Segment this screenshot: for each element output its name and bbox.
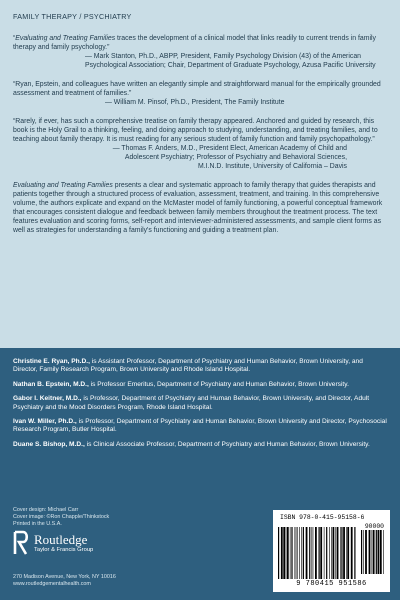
barcode-bar: [281, 527, 283, 579]
price-code: 90000: [364, 523, 384, 530]
barcode-bar: [335, 527, 336, 579]
author-name: Gabor I. Keitner, M.D.,: [13, 395, 82, 403]
barcode-bar: [340, 527, 341, 579]
isbn-barcode: [273, 510, 390, 592]
publisher-name: Routledge: [34, 531, 88, 547]
quote-2: [13, 80, 387, 107]
quote-3: [13, 117, 387, 171]
routledge-r-icon: [13, 530, 30, 556]
quote-attribution: — Thomas F. Anders, M.D., President Elect, American Academy of Child and Adolescent Psychiatry; Professor of Psychiatry and Behavioral Sciences, M.I.N.D. Institute, University of California – Davis: [112, 145, 347, 170]
street-address: 270 Madison Avenue, New York, NY 10016: [13, 574, 116, 580]
barcode-bar: [313, 527, 314, 579]
category-label: FAMILY THERAPY / PSYCHIATRY: [13, 12, 132, 21]
publisher-website-link[interactable]: www.routledgementalhealth.com: [13, 581, 91, 588]
cover-design-credit: Cover design: Michael Carr: [13, 507, 79, 513]
barcode-bar: [361, 530, 362, 574]
barcode-bar: [363, 530, 364, 574]
description-book-title: Evaluating and Treating Families: [13, 182, 113, 189]
barcode-bar: [373, 530, 375, 574]
barcode-bar: [380, 530, 382, 574]
author-bios: [13, 358, 389, 455]
barcode-bar: [320, 527, 322, 579]
barcode-bar: [290, 527, 291, 579]
barcode-bar: [333, 527, 335, 579]
barcode-bar: [331, 527, 332, 579]
barcode-bar: [329, 527, 330, 579]
barcode-bar: [292, 527, 293, 579]
barcode-bar: [369, 530, 371, 574]
barcode-bar: [287, 527, 289, 579]
publisher-group: Taylor & Francis Group: [34, 546, 94, 553]
quote-1: “Evaluating and Treating Families traces the development of a clinical model that links readily to current trends in family therapy and family psychology.” — Mark Stanton, Ph.D., ABPP, President, Family Psychology Division (43) of the American Psychological Association; Chair, Department of Graduate Psychology, Azusa Pacific University: [13, 34, 387, 70]
barcode-bar: [299, 527, 300, 579]
barcode-bar: [278, 527, 279, 579]
barcode-addon-bars: [360, 530, 386, 574]
barcode-digits: 9 780415 951586: [296, 580, 367, 588]
barcode-bar: [326, 527, 327, 579]
barcode-bar: [312, 527, 313, 579]
printed-in-note: Printed in the U.S.A.: [13, 521, 62, 528]
author-description: is Clinical Associate Professor, Department of Psychiatry and Human Behavior, Brown University.: [84, 440, 370, 448]
author-bio: [13, 418, 389, 435]
barcode-bar: [286, 527, 287, 579]
barcode-bar: [283, 527, 285, 579]
barcode-bar: [365, 530, 367, 574]
barcode-bar: [354, 527, 355, 579]
author-description: is Professor, Department of Psychiatry and Human Behavior, Brown University and Director, Psychosocial Research Program, Butler Hospital.: [13, 418, 387, 434]
publisher-logo: [13, 530, 93, 556]
quote-attribution: — Mark Stanton, Ph.D., ABPP, President, Family Psychology Division (43) of the American Psychological Association; Chair, Department of Graduate Psychology, Azusa Pacific University: [85, 53, 376, 69]
author-name: Nathan B. Epstein, M.D.,: [13, 380, 89, 388]
barcode-bar: [315, 527, 317, 579]
quote-attribution: — William M. Pinsof, Ph.D., President, The Family Institute: [105, 99, 285, 106]
barcode-bar: [291, 527, 292, 579]
barcode-bar: [319, 527, 320, 579]
description-text: presents a clear and systematic approach to family therapy that guides therapists and patients together through a structured process of evaluation, assessment, treatment, and training. In this comprehensive volume, the authors explicate and expand on the McMaster model of family functioning, a powerful conceptual framework that encourages consistent dialogue and feedback between family members throughout the treatment process. The text features evaluation and scoring forms, self-report and interviewer-administered assessments, and sample client forms as well as strategies for understanding a family's functioning and guiding a treatment plan.: [13, 182, 383, 234]
quote-text: “Ryan, Epstein, and colleagues have written an elegantly simple and straightforward manual for the empirically grounded assessment and treatment of families.”: [13, 81, 381, 97]
barcode-bar: [341, 527, 342, 579]
barcode-bar: [306, 527, 308, 579]
book-description: [13, 181, 387, 235]
author-description: is Professor, Department of Psychiatry and Human Behavior, Brown University, and Director, Adult Psychiatry and the Mood Disorders Program, Rhode Island Hospital.: [13, 395, 370, 411]
barcode-bar: [343, 527, 345, 579]
barcode-bar: [346, 527, 347, 579]
quote-text: traces the development of a clinical model that links readily to current trends in family therapy and family psychology.”: [13, 35, 376, 51]
quote-text: “Rarely, if ever, has such a comprehensive treatise on family therapy appeared. Anchored and guided by research, this book is the Holy Grail to a thinking, feeling, and doing approach to studying, understanding, and treating families, and to teaching about family therapy. It is must reading for any serious student of family function and family psychopathology.”: [13, 118, 378, 143]
author-name: Ivan W. Miller, Ph.D.,: [13, 418, 77, 426]
barcode-main-bars: [277, 527, 357, 579]
barcode-bar: [347, 527, 349, 579]
barcode-bar: [324, 527, 325, 579]
quote-book-title: Evaluating and Treating Families: [15, 35, 116, 42]
author-bio: [13, 381, 389, 389]
barcode-bar: [351, 527, 353, 579]
barcode-bar: [296, 527, 297, 579]
barcode-bar: [301, 527, 302, 579]
author-description: is Professor Emeritus, Department of Psychiatry and Human Behavior, Brown University.: [88, 380, 349, 388]
author-name: Christine E. Ryan, Ph.D.,: [13, 358, 90, 365]
cover-image-credit: Cover image: ©Ron Chapple/Thinkstock: [13, 514, 110, 521]
isbn-label: ISBN 978-0-415-95158-6: [280, 514, 365, 521]
author-panel: [0, 348, 400, 600]
barcode-bar: [372, 530, 373, 574]
author-name: Duane S. Bishop, M.D.,: [13, 440, 85, 448]
barcode-bar: [309, 527, 310, 579]
barcode-bar: [295, 527, 296, 579]
barcode-bar: [376, 530, 377, 574]
author-description: is Assistant Professor, Department of Psychiatry and Human Behavior, Brown University, and Director, Family Research Program, Brown University and Rhode Island Hospital.: [13, 358, 363, 374]
barcode-bar: [378, 530, 380, 574]
barcode-bar: [383, 530, 384, 574]
author-bio: [13, 441, 389, 449]
author-bio: [13, 358, 389, 375]
cover-credits: [13, 507, 109, 529]
publisher-address: [13, 574, 116, 588]
author-bio: [13, 395, 389, 412]
barcode-bar: [297, 527, 298, 579]
barcode-bar: [303, 527, 304, 579]
barcode-bar: [337, 527, 339, 579]
